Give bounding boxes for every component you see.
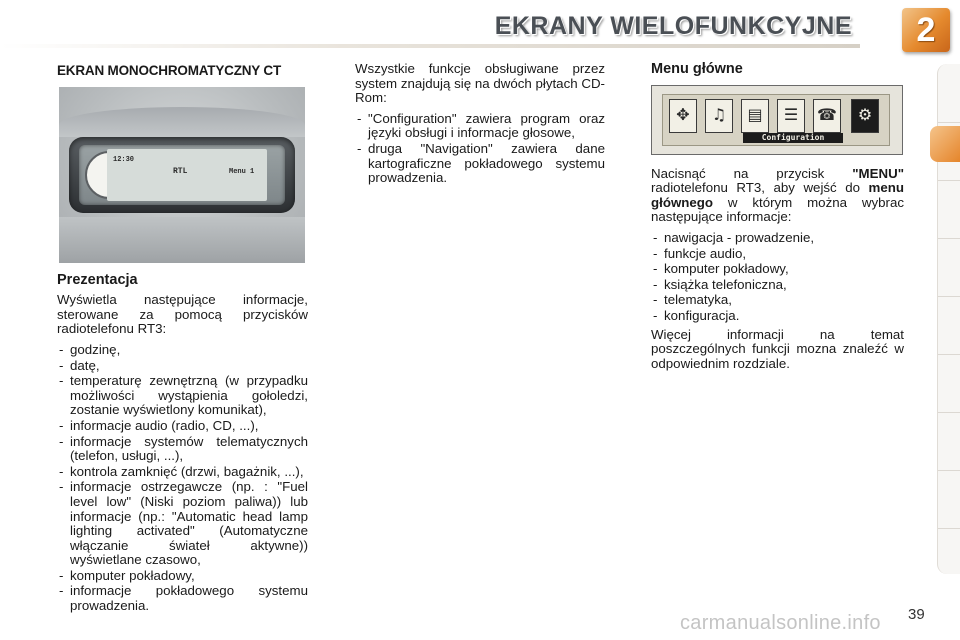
list-item: - książka telefoniczna, <box>651 278 904 293</box>
instruction-text: w którym można wybrac następujące informacje: <box>651 194 904 225</box>
list-item: - konfiguracja. <box>651 309 904 324</box>
dashboard-photo <box>59 87 305 263</box>
list-item: - komputer pokładowy, <box>57 569 308 584</box>
lcd-clock: 12:30 <box>113 155 135 164</box>
middle-column <box>355 62 605 190</box>
page-title: EKRANY WIELOFUNKCYJNE <box>494 12 852 40</box>
presentation-heading: Prezentacja <box>57 271 138 288</box>
main-menu-screen <box>651 85 903 155</box>
list-item: - informacje systemów telematycznych (telefon, usługi, ...), <box>57 435 308 464</box>
right-column <box>651 62 904 377</box>
menu-instruction <box>651 167 904 225</box>
menu-button-name: "MENU" <box>852 165 904 181</box>
trip-computer-icon: ▤ <box>741 99 769 133</box>
thumb-divider <box>938 470 960 471</box>
menu-list <box>651 231 904 324</box>
thumb-divider <box>938 412 960 413</box>
list-item: - informacje ostrzegawcze (np. : "Fuel level low" (Niski poziom paliwa)) lub informacje (np.: "Automatic head lamp lighting activated" (Automatyczne włączanie świateł aktywne)) wyświetlane czasowo, <box>57 480 308 568</box>
instruction-text: Nacisnąć na przycisk <box>651 165 853 181</box>
presentation-intro: Wyświetla następujące informacje, sterowane za pomocą przycisków radiotelefonu RT3: <box>57 292 308 337</box>
list-item: - komputer pokładowy, <box>651 262 904 277</box>
list-item: - godzinę, <box>57 343 308 358</box>
list-item: - telematyka, <box>651 293 904 308</box>
lcd-station: RTL <box>173 166 188 176</box>
left-column <box>57 64 308 618</box>
dashboard-lower <box>59 217 305 263</box>
phonebook-icon: ☰ <box>777 99 805 133</box>
chapter-tab <box>902 8 950 52</box>
list-item: - funkcje audio, <box>651 247 904 262</box>
thumb-divider <box>938 528 960 529</box>
list-item: - "Configuration" zawiera program oraz języki obsługi i informacje głosowe, <box>355 112 605 141</box>
header-rule <box>0 44 860 48</box>
menu-caption: Configuration <box>743 133 843 143</box>
thumb-divider <box>938 354 960 355</box>
list-item: - druga "Navigation" zawiera dane kartograficzne pokładowego systemu prowadzenia. <box>355 142 605 186</box>
thumb-divider <box>938 122 960 123</box>
list-item: - nawigacja - prowadzenie, <box>651 231 904 246</box>
telematics-icon: ☎ <box>813 99 841 133</box>
menu-icon-strip <box>662 94 890 146</box>
closing-note: Więcej informacji na temat poszczególnych funkcji mozna znaleźć w odpowiednim rozdziale. <box>651 326 904 371</box>
list-item: - kontrola zamknięć (drzwi, bagażnik, ...), <box>57 465 308 480</box>
lcd-menu: Menu 1 <box>229 167 255 176</box>
watermark: carmanualsonline.info <box>680 612 881 634</box>
main-menu-heading: Menu główne <box>651 61 743 77</box>
chapter-number: 2 <box>916 10 936 49</box>
instruction-text: radiotelefonu RT3, aby wejść do <box>651 180 869 196</box>
section-title: EKRAN MONOCHROMATYCZNY CT <box>57 63 281 78</box>
list-item: - informacje audio (radio, CD, ...), <box>57 419 308 434</box>
navigation-icon: ✥ <box>669 99 697 133</box>
thumb-tab-active <box>930 126 960 162</box>
page-number: 39 <box>908 606 925 623</box>
audio-icon: ♫ <box>705 99 733 133</box>
lcd-panel <box>107 149 267 201</box>
cdrom-intro: Wszystkie funkcje obsługiwane przez system znajdują się na dwóch płytach CD-Rom: <box>355 61 605 106</box>
presentation-list <box>57 343 308 614</box>
list-item: - informacje pokładowego systemu prowadzenia. <box>57 584 308 613</box>
main-menu-term: menu głównego <box>651 180 904 210</box>
list-item: - datę, <box>57 359 308 374</box>
cdrom-list <box>355 112 605 186</box>
thumb-divider <box>938 180 960 181</box>
list-item: - temperaturę zewnętrzną (w przypadku możliwości wystąpienia gołoledzi, zostanie wyświetlony komunikat), <box>57 374 308 418</box>
dashboard-top <box>59 107 305 137</box>
thumb-divider <box>938 296 960 297</box>
configuration-icon: ⚙ <box>851 99 879 133</box>
thumb-divider <box>938 238 960 239</box>
